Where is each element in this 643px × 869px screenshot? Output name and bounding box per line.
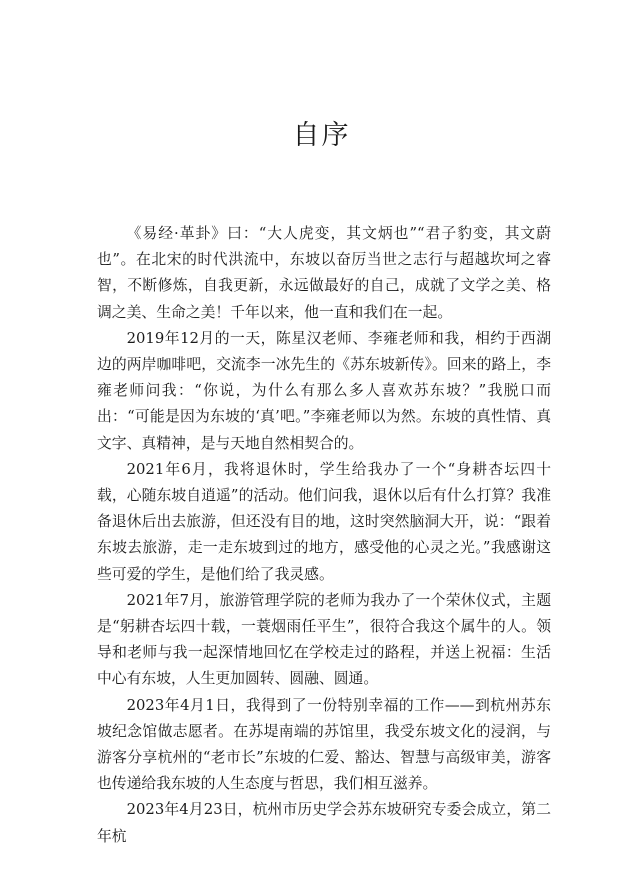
paragraph-4: 2021年7月，旅游管理学院的老师为我办了一个荣休仪式，主题是“躬耕杏坛四十载，一蓑烟雨任平生”，很符合我这个属牛的人。领导和老师与我一起深情地回忆在学校走过的路程，并送上祝福：生活中心有东坡，人生更加圆转、圆融、圆通。	[97, 591, 551, 688]
preface-body	[97, 221, 551, 850]
paragraph-1: 《易经·革卦》曰：“大人虎变，其文炳也”“君子豹变，其文蔚也”。在北宋的时代洪流中，东坡以奋厉当世之志行与超越坎坷之睿智，不断修炼，自我更新，永远做最好的自己，成就了文学之美、格调之美、生命之美！千年以来，他一直和我们在一起。	[97, 225, 551, 321]
paragraph-5: 2023年4月1日，我得到了一份特别幸福的工作——到杭州苏东坡纪念馆做志愿者。在苏堤南端的苏馆里，我受东坡文化的浸润，与游客分享杭州的“老市长”东坡的仁爱、豁达、智慧与高级审美，游客也传递给我东坡的人生态度与哲思，我们相互滋养。	[97, 696, 551, 793]
paragraph-3: 2021年6月，我将退休时，学生给我办了一个“身耕杏坛四十载，心随东坡自逍遥”的活动。他们问我，退休以后有什么打算？我准备退休后出去旅游，但还没有目的地，这时突然脑洞大开，说：“跟着东坡去旅游，走一走东坡到过的地方，感受他的心灵之光。”我感谢这些可爱的学生，是他们给了我灵感。	[97, 460, 551, 583]
paragraph-6: 2023年4月23日，杭州市历史学会苏东坡研究专委会成立，第二年杭	[97, 801, 551, 845]
paragraph-2: 2019年12月的一天，陈星汉老师、李雍老师和我，相约于西湖边的两岸咖啡吧，交流李一冰先生的《苏东坡新传》。回来的路上，李雍老师问我：“你说，为什么有那么多人喜欢苏东坡？”我脱口而出：“可能是因为东坡的‘真’吧。”李雍老师以为然。东坡的真性情、真文字、真精神，是与天地自然相契合的。	[97, 329, 551, 452]
page-title: 自序	[292, 120, 351, 151]
